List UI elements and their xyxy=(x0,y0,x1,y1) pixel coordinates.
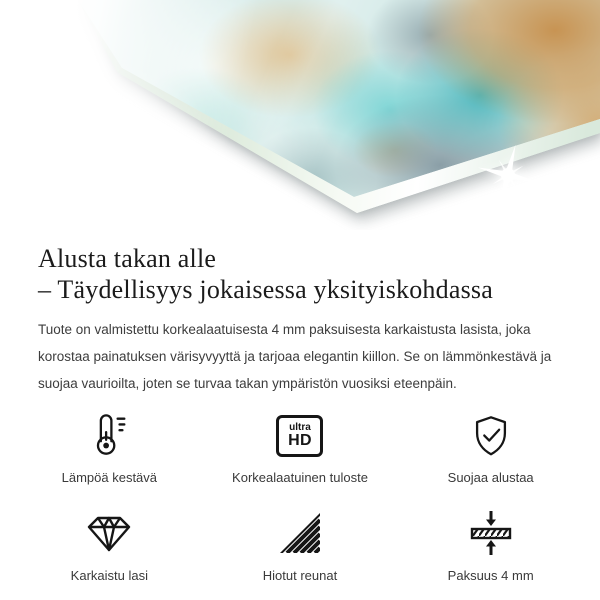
product-description-block xyxy=(0,243,600,397)
feature-heat-resistant xyxy=(14,409,205,485)
feature-polished-edges xyxy=(205,507,396,583)
thermometer-icon xyxy=(86,411,132,459)
feature-tempered-glass xyxy=(14,507,205,583)
glass-panel-print-surface xyxy=(0,0,600,230)
page-title xyxy=(38,243,562,305)
page-title-line2: – Täydellisyys jokaisessa yksityiskohdassa xyxy=(38,275,493,304)
feature-label: Suojaa alustaa xyxy=(447,470,534,485)
glass-panel xyxy=(0,0,600,230)
feature-label: Korkealaatuinen tuloste xyxy=(232,470,368,485)
feature-label: Hiotut reunat xyxy=(262,568,338,583)
polished-edges-icon xyxy=(276,511,324,557)
hero-product-image xyxy=(0,0,600,230)
feature-protects-base xyxy=(395,409,586,485)
diamond-icon xyxy=(82,509,136,557)
ultra-hd-icon: ultra HD xyxy=(276,415,323,457)
features-grid xyxy=(0,409,600,583)
feature-label: Paksuus 4 mm xyxy=(447,568,534,583)
thickness-4mm-icon xyxy=(467,509,515,557)
page-title-line1: Alusta takan alle xyxy=(38,244,217,273)
feature-thickness-4mm xyxy=(395,507,586,583)
feature-ultra-hd-print xyxy=(205,409,396,485)
feature-label: Karkaistu lasi xyxy=(70,568,148,583)
feature-label: Lämpöä kestävä xyxy=(61,470,158,485)
shield-check-icon xyxy=(468,413,514,459)
product-description-text: Tuote on valmistettu korkealaatuisesta 4 mm paksuisesta karkaistusta lasista, joka korostaa painatuksen värisyvyyttä ja tarjoaa elegantin kiillon. Se on lämmönkestävä ja suojaa vaurioilta, joten se turvaa takan ympäristön vuosiksi eteenpäin. xyxy=(38,322,552,391)
